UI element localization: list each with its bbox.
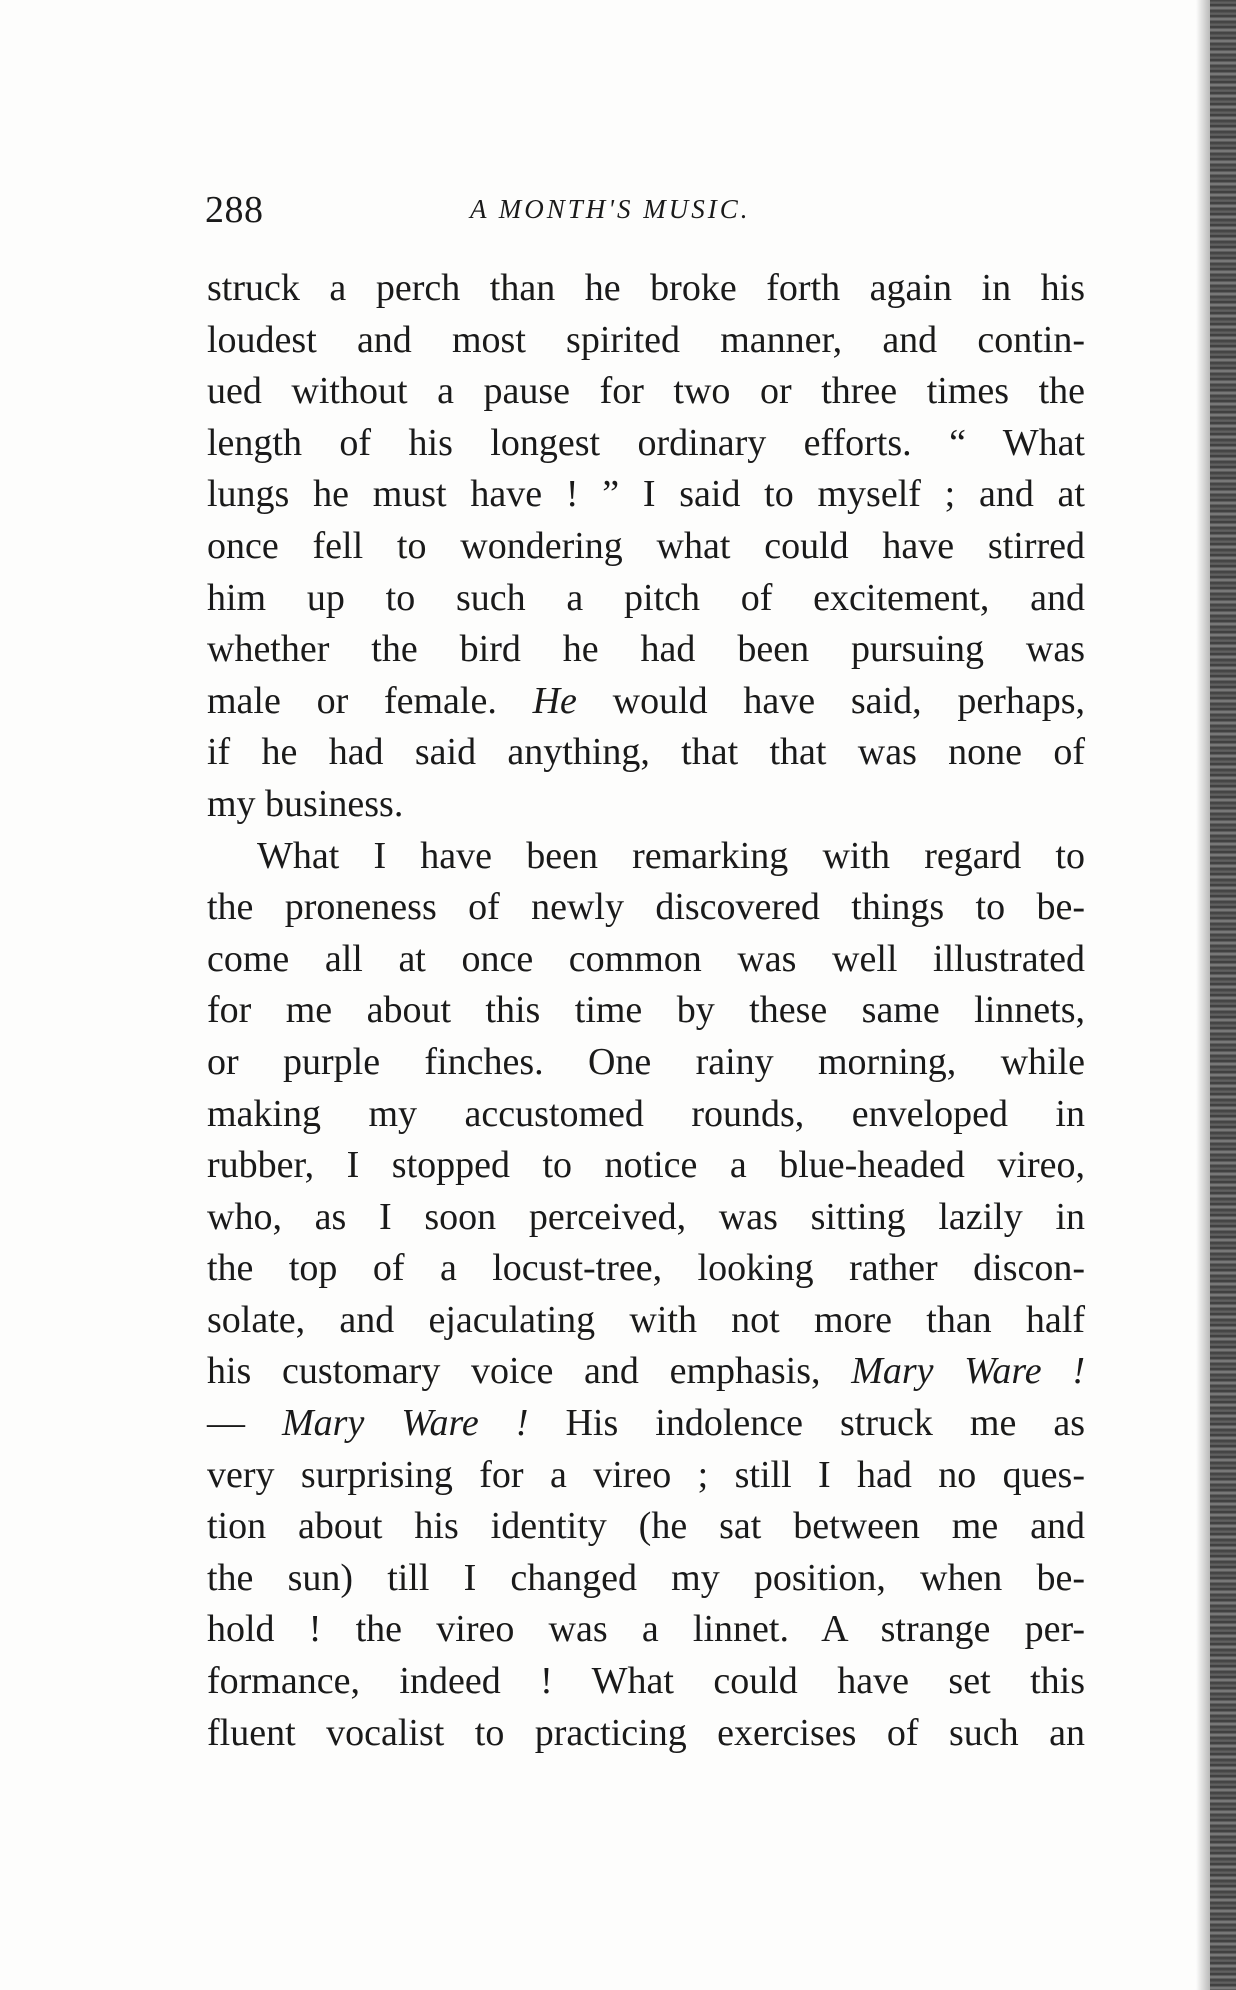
text-line: loudest and most spirited manner, and contin- [207,318,1085,361]
text-line: struck a perch than he broke forth again in his [207,267,1085,309]
page-header [205,188,1085,238]
text-line: or purple finches. One rainy morning, while [207,1040,1085,1083]
text-line: his customary voice and emphasis, Mary Ware ! [207,1350,1086,1393]
text-line: my business. [207,782,404,825]
italic-emphasis: Mary Ware ! [851,1350,1086,1393]
text-line: What I have been remarking with regard to [257,834,1085,877]
text-line: him up to such a pitch of excitement, and [207,576,1085,619]
text-line: once fell to wondering what could have stirred [207,524,1085,567]
text-line: ued without a pause for two or three times the [207,370,1085,413]
text-line: tion about his identity (he sat between me and [207,1505,1085,1548]
text-line: hold ! the vireo was a linnet. A strange per- [207,1608,1085,1651]
text-line: the top of a locust-tree, looking rather discon- [207,1247,1085,1290]
text-line: fluent vocalist to practicing exercises of such an [207,1711,1085,1754]
text-line: very surprising for a vireo ; still I had no ques- [207,1453,1085,1496]
running-head: A MONTH'S MUSIC. [470,194,751,224]
text-line: whether the bird he had been pursuing was [207,628,1085,671]
text-line: who, as I soon perceived, was sitting lazily in [207,1195,1085,1238]
italic-emphasis: Mary Ware ! [282,1402,529,1445]
italic-emphasis: He [532,679,577,722]
text-line: formance, indeed ! What could have set this [207,1660,1085,1703]
text-line: making my accustomed rounds, enveloped in [207,1092,1085,1135]
text-line: lungs he must have ! ” I said to myself ; and at [207,473,1085,516]
page-edge-shadow [1196,0,1210,1990]
text-line: for me about this time by these same linnets, [207,989,1085,1032]
text-line: come all at once common was well illustrated [207,937,1085,980]
page-number: 288 [205,189,264,231]
text-line: length of his longest ordinary efforts. “ What [207,421,1085,464]
text-line: the sun) till I changed my position, when be- [207,1556,1085,1599]
text-line: solate, and ejaculating with not more than half [207,1298,1085,1341]
text-line: the proneness of newly discovered things to be- [207,886,1085,929]
text-line: if he had said anything, that that was none of [207,731,1085,774]
body-text [207,263,1085,1759]
text-line: — Mary Ware ! His indolence struck me as [207,1402,1086,1445]
page-edge [1210,0,1236,1990]
text-line: rubber, I stopped to notice a blue-headed vireo, [207,1144,1085,1187]
text-line: male or female. He would have said, perhaps, [207,679,1085,722]
